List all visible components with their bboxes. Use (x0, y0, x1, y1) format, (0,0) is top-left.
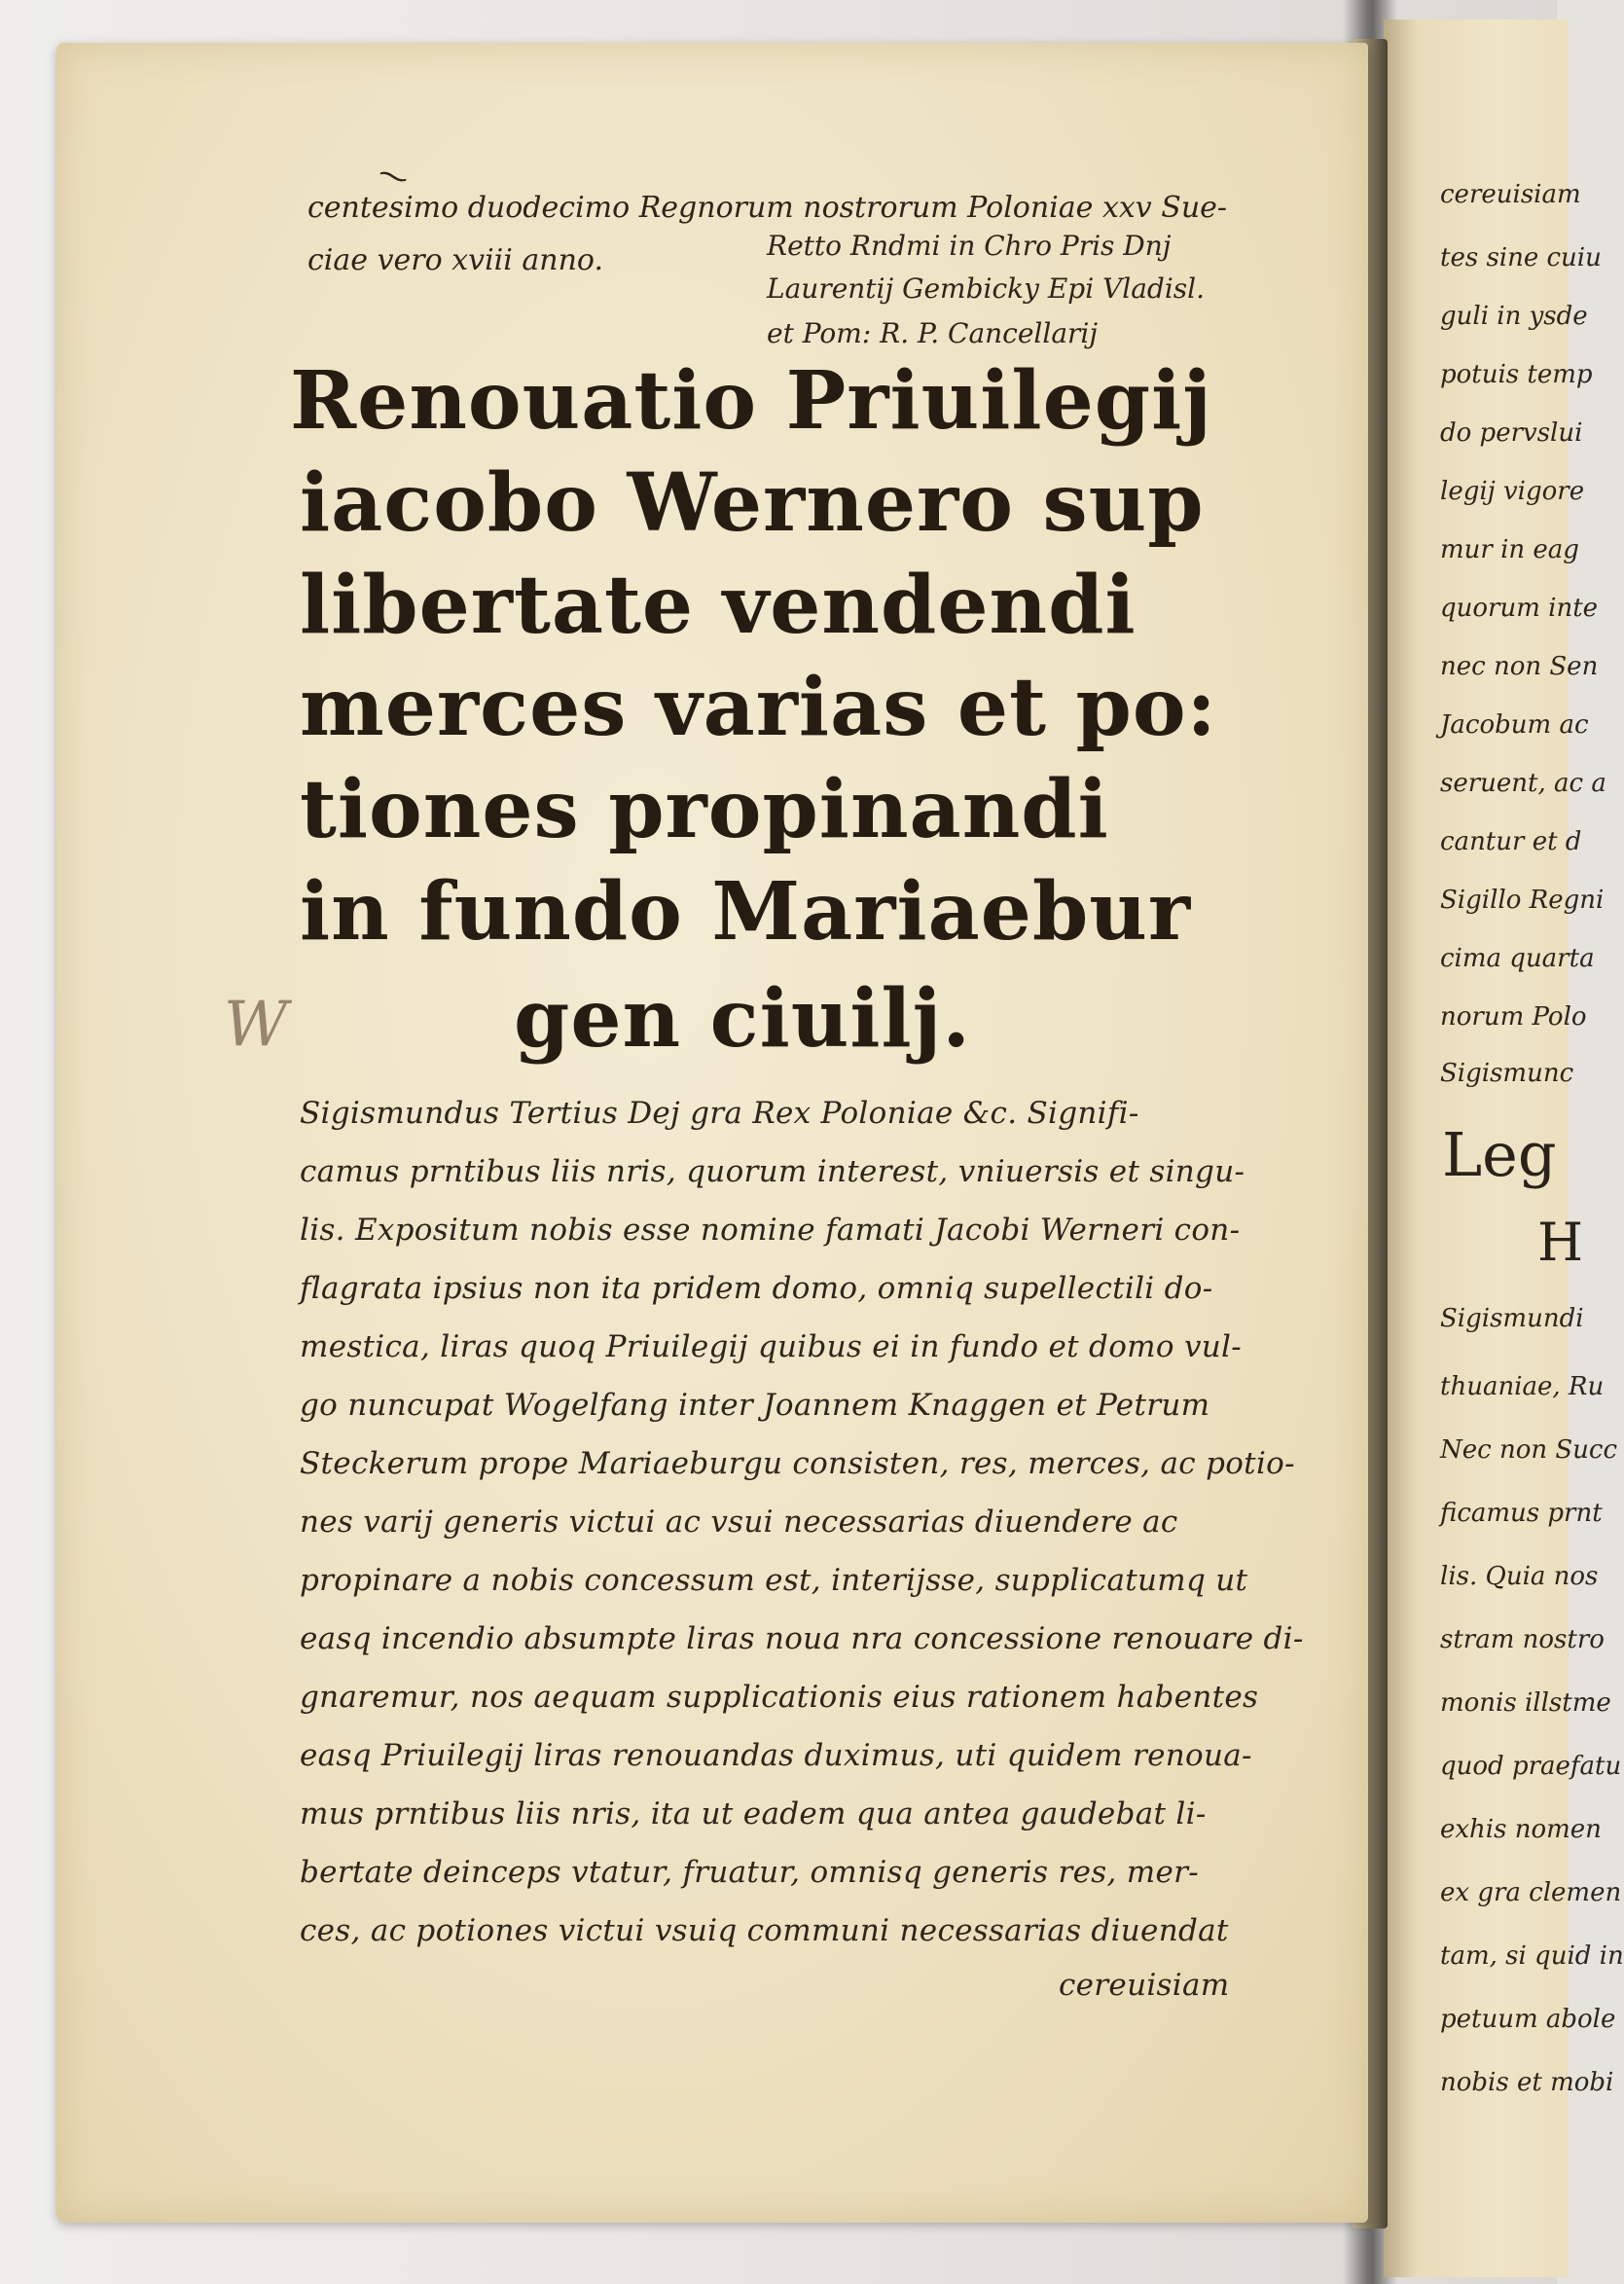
right-page-line: do pervslui (1440, 418, 1583, 448)
right-page-line: thuaniae, Ru (1440, 1372, 1605, 1401)
document-title-line: libertate vendendi (300, 559, 1137, 652)
document-title-line: gen ciuilj. (514, 972, 971, 1066)
right-page-line: Sigillo Regni (1440, 886, 1605, 915)
body-text-line: lis. Expositum nobis esse nomine famati Jacobi Werneri con- (300, 1213, 1241, 1248)
chancellor-signature-line: Retto Rndmi in Chro Pris Dnj (767, 230, 1172, 262)
right-page-line: seruent, ac a (1440, 769, 1606, 798)
right-page-line: quod praefatu (1440, 1752, 1622, 1781)
chancellor-signature-line: Laurentij Gembicky Epi Vladisl. (767, 272, 1206, 305)
right-page-line: stram nostro (1440, 1625, 1605, 1654)
body-text-line: nes varij generis victui ac vsui necessarias diuendere ac (300, 1505, 1178, 1540)
right-page-line: ex gra clemen (1440, 1878, 1622, 1907)
body-text-line: propinare a nobis concessum est, interijsse, supplicatumq ut (300, 1563, 1248, 1598)
right-page-line: Sigismundi (1440, 1304, 1584, 1333)
right-page-line: Jacobum ac (1440, 710, 1589, 740)
ink-smudge: ⁓ (373, 155, 414, 198)
body-text-line: ces, ac potiones victui vsuiq communi necessarias diuendat (300, 1913, 1229, 1948)
right-page-line: exhis nomen (1440, 1815, 1602, 1844)
right-page-line: lis. Quia nos (1440, 1562, 1599, 1591)
right-page-line: norum Polo (1440, 1002, 1587, 1032)
right-page-heading: Leg (1442, 1119, 1557, 1190)
margin-note: W (224, 989, 288, 1061)
document-title-line: tiones propinandi (300, 763, 1109, 856)
body-text-line: gnaremur, nos aequam supplicationis eius rationem habentes (300, 1680, 1259, 1715)
body-text-line: mus prntibus liis nris, ita ut eadem qua antea gaudebat li- (300, 1796, 1207, 1831)
body-text-line: flagrata ipsius non ita pridem domo, omniq supellectili do- (300, 1271, 1213, 1306)
chancellor-signature-line: et Pom: R. P. Cancellarij (767, 317, 1099, 349)
body-text-line: easq incendio absumpte liras noua nra concessione renouare di- (300, 1621, 1304, 1656)
right-page-line: mur in eag (1440, 535, 1579, 564)
document-title-line: Renouatio Priuilegij (290, 354, 1212, 448)
right-page-heading-2: H (1537, 1212, 1584, 1273)
right-page-line: Nec non Succ (1440, 1435, 1618, 1465)
header-line: centesimo duodecimo Regnorum nostrorum Poloniae xxv Sue- (307, 191, 1228, 225)
left-page (56, 43, 1368, 2223)
body-text-line: mestica, liras quoq Priuilegij quibus ei in fundo et domo vul- (300, 1329, 1243, 1364)
header-line: ciae vero xviii anno. (307, 243, 603, 277)
right-page-line: guli in ysde (1440, 302, 1588, 331)
right-page (1384, 19, 1624, 2277)
right-page-line: nobis et mobi (1440, 2068, 1614, 2097)
right-page-line: potuis temp (1440, 360, 1593, 389)
right-page-line: Sigismunc (1440, 1059, 1574, 1088)
body-text-line: Sigismundus Tertius Dej gra Rex Poloniae &c. Signifi- (300, 1096, 1139, 1131)
body-text-line: bertate deinceps vtatur, fruatur, omnisq generis res, mer- (300, 1855, 1200, 1890)
right-page-line: petuum abole (1440, 2005, 1616, 2034)
body-text-line: Steckerum prope Mariaeburgu consisten, res, merces, ac potio- (300, 1446, 1295, 1481)
right-page-line: tes sine cuiu (1440, 243, 1602, 272)
document-title-line: merces varias et po: (300, 661, 1217, 754)
document-title-line: in fundo Mariaebur (300, 865, 1192, 959)
right-page-line: quorum inte (1440, 594, 1599, 623)
document-title-line: iacobo Wernero sup (300, 456, 1205, 550)
body-text-line: easq Priuilegij liras renouandas duximus, uti quidem renoua- (300, 1738, 1252, 1773)
right-page-line: cima quarta (1440, 944, 1595, 973)
right-page-line: ficamus prnt (1440, 1499, 1603, 1528)
right-page-line: tam, si quid in (1440, 1941, 1624, 1971)
right-page-line: monis illstme (1440, 1688, 1611, 1718)
body-text-line: camus prntibus liis nris, quorum interest, vniuersis et singu- (300, 1154, 1245, 1189)
right-page-line: legij vigore (1440, 477, 1585, 506)
body-text-line: go nuncupat Wogelfang inter Joannem Knaggen et Petrum (300, 1388, 1210, 1423)
right-page-line: nec non Sen (1440, 652, 1599, 681)
right-page-line: cantur et d (1440, 827, 1582, 856)
right-page-line: cereuisiam (1440, 180, 1581, 209)
catchword: cereuisiam (1059, 1968, 1230, 2003)
